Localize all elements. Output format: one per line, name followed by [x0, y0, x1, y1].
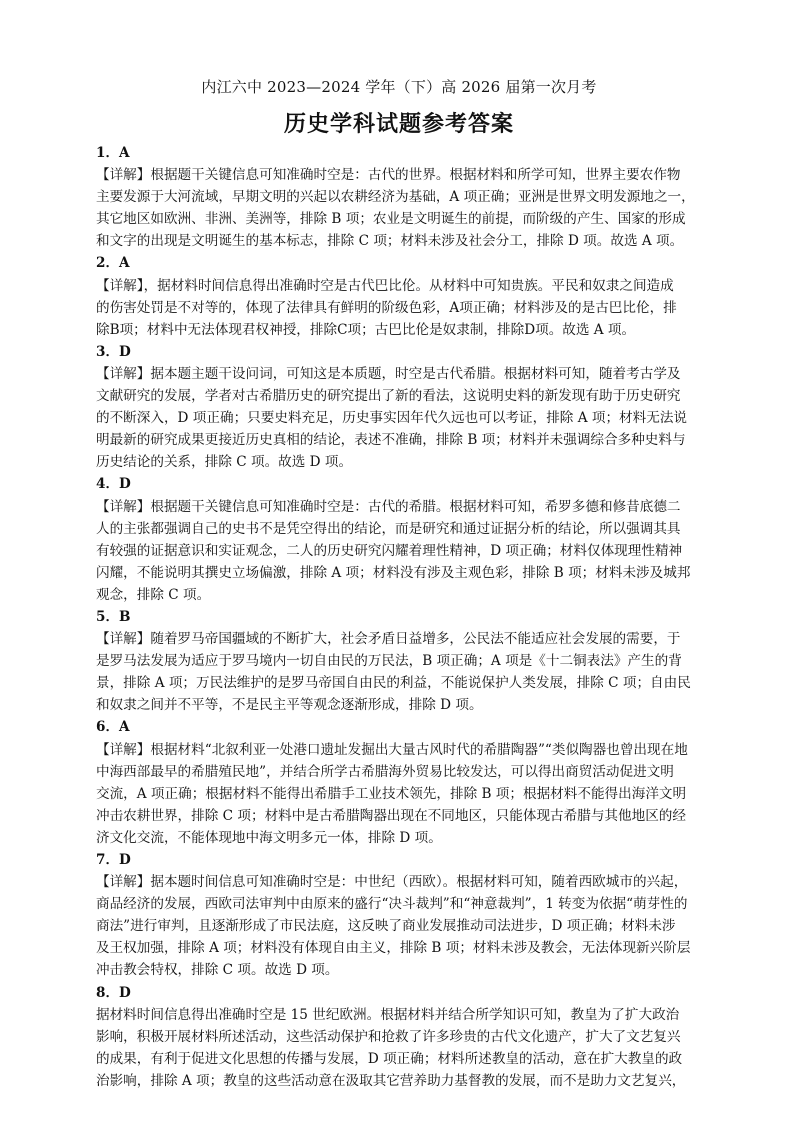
answer-item: [96, 849, 702, 982]
explanation-line: 【详解】随着罗马帝国疆域的不断扩大，社会矛盾日益增多，公民法不能适应社会发展的需要，于: [96, 631, 681, 648]
explanation-line: 【详解】根据题干关键信息可知准确时空是：古代的世界。根据材料和所学可知，世界主要农作物: [96, 167, 681, 184]
answer-item: [96, 142, 702, 252]
explanation-line: 其它地区如欧洲、非洲、美洲等，排除 B 项；农业是文明诞生的前提，而阶级的产生、国家的形成: [96, 211, 686, 228]
answer-number: 6．A: [96, 719, 130, 736]
explanation-line: 的伤害处罚是不对等的，体现了法律具有鲜明的阶级色彩，A项正确；材料涉及的是古巴比伦，排: [96, 299, 677, 316]
explanation-line: 明最新的研究成果更接近历史真相的结论，表述不准确，排除 B 项；材料并未强调综合多种史料与: [96, 432, 686, 449]
explanation-line: 历史结论的关系，排除 C 项。故选 D 项。: [96, 454, 353, 471]
answer-number: 8．D: [96, 984, 131, 1001]
answer-number: 2．A: [96, 255, 130, 272]
answer-document: [96, 74, 702, 1092]
explanation-line: 除B项；材料中无法体现君权神授，排除C项；古巴比伦是奴隶制，排除D项。故选 A 项。: [96, 321, 636, 338]
explanation-line: 和奴隶之间并不平等，不是民主平等观念逐渐形成，排除 D 项。: [96, 697, 483, 714]
explanation-line: 济文化交流，不能体现地中海文明多元一体，排除 D 项。: [96, 829, 442, 846]
answer-item: [96, 716, 702, 849]
explanation-line: 有较强的证据意识和实证观念，二人的历史研究闪耀着理性精神，D 项正确；材料仅体现理性精神: [96, 542, 683, 559]
answer-number: 7．D: [96, 852, 131, 868]
answer-item: [96, 473, 702, 606]
explanation-line: 闪耀，不能说明其撰史立场偏激，排除 A 项；材料没有涉及主观色彩，排除 B 项；材料未涉及城邦: [96, 564, 691, 581]
explanation-line: 【详解】根据材料“北叙利亚一处港口遗址发掘出大量古风时代的希腊陶器”“类似陶器也曾出现在地: [96, 741, 688, 758]
explanation-line: 【详解】据本题主题干设问词，可知这是本质题，时空是古代希腊。根据材料可知，随着考古学及: [96, 365, 681, 382]
explanation-line: 是罗马法发展为适应于罗马境内一切自由民的万民法，B 项正确；A 项是《十二铜表法》产生的背: [96, 653, 682, 670]
explanation-line: 影响，积极开展材料所述活动，这些活动保护和抢救了许多珍贵的古代文化遗产，扩大了文艺复兴: [96, 1028, 681, 1045]
answer-number: 4．D: [96, 476, 131, 493]
exam-header: 内江六中 2023—2024 学年（下）高 2026 届第一次月考: [201, 78, 597, 96]
explanation-line: 冲击农耕世界，排除 C 项；材料中是古希腊陶器出现在不同地区，只能体现古希腊与其他地区的经: [96, 807, 686, 824]
answer-number: 5．B: [96, 608, 131, 625]
explanation-line: 文献研究的发展，学者对古希腊历史的研究提出了新的看法，这说明史料的新发现有助于历史研究: [96, 388, 681, 405]
explanation-line: 人的主张都强调自己的史书不是凭空得出的结论，而是研究和通过证据分析的结论，所以强调其具: [96, 520, 681, 537]
answer-item: [96, 982, 702, 1092]
answer-number: 3．D: [96, 343, 131, 360]
explanation-line: 商法”进行审判，且逐渐形成了市民法庭，这反映了商业发展推动司法进步，D 项正确；材料未涉: [96, 918, 676, 935]
explanation-line: 中海西部最早的希腊殖民地”，并结合所学古希腊海外贸易比较发达，可以得出商贸活动促进文明: [96, 763, 674, 780]
explanation-line: 【详解】，据材料时间信息得出准确时空是古代巴比伦。从材料中可知贵族。平民和奴隶之间造成: [96, 277, 674, 294]
explanation-line: 景，排除 A 项；万民法维护的是罗马帝国自由民的利益，不能说保护人类发展，排除 C 项；自由民: [96, 675, 691, 692]
page-title: 历史学科试题参考答案: [283, 111, 514, 137]
answer-item: [96, 252, 702, 340]
answer-number: 1．A: [96, 145, 130, 161]
explanation-line: 主要发源于大河流域，早期文明的兴起以农耕经济为基础，A 项正确；亚洲是世界文明发源地之一，: [96, 189, 695, 206]
explanation-line: 的不断深入，D 项正确；只要史料充足，历史事实因年代久远也可以考证，排除 A 项；材料无法说: [96, 410, 688, 427]
explanation-line: 冲击教会特权，排除 C 项。故选 D 项。: [96, 962, 339, 979]
answer-item: [96, 606, 702, 716]
explanation-line: 的成果，有利于促进文化思想的传播与发展，D 项正确；材料所述教皇的活动，意在扩大教皇的政: [96, 1050, 683, 1067]
explanation-line: 和文字的出现是文明诞生的基本标志，排除 C 项；材料未涉及社会分工，排除 D 项。故选 A 项。: [96, 233, 684, 250]
explanation-line: 【详解】根据题干关键信息可知准确时空是：古代的希腊。根据材料可知，希罗多德和修昔底德二: [96, 498, 681, 515]
explanation-line: 治影响，排除 A 项；教皇的这些活动意在汲取其它营养助力基督教的发展，而不是助力文艺复兴，: [96, 1072, 686, 1089]
explanation-line: 观念，排除 C 项。: [96, 586, 211, 603]
explanation-line: 及王权加强，排除 A 项；材料没有体现自由主义，排除 B 项；材料未涉及教会，无法体现新兴阶层: [96, 940, 691, 957]
answer-list: [96, 142, 702, 1092]
explanation-line: 交流，A 项正确；根据材料不能得出希腊手工业技术领先，排除 B 项；根据材料不能得出海洋文明: [96, 785, 687, 802]
answer-item: [96, 341, 702, 474]
explanation-line: 据材料时间信息得出准确时空是 15 世纪欧洲。根据材料并结合所学知识可知，教皇为了扩大政治: [96, 1006, 680, 1023]
explanation-line: 商品经济的发展，西欧司法审判中由原来的盛行“决斗裁判”和“神意裁判”，1 转变为依据“萌芽性的: [96, 896, 688, 913]
explanation-line: 【详解】据本题时间信息可知准确时空是：中世纪（西欧）。根据材料可知，随着西欧城市的兴起，: [96, 874, 688, 891]
